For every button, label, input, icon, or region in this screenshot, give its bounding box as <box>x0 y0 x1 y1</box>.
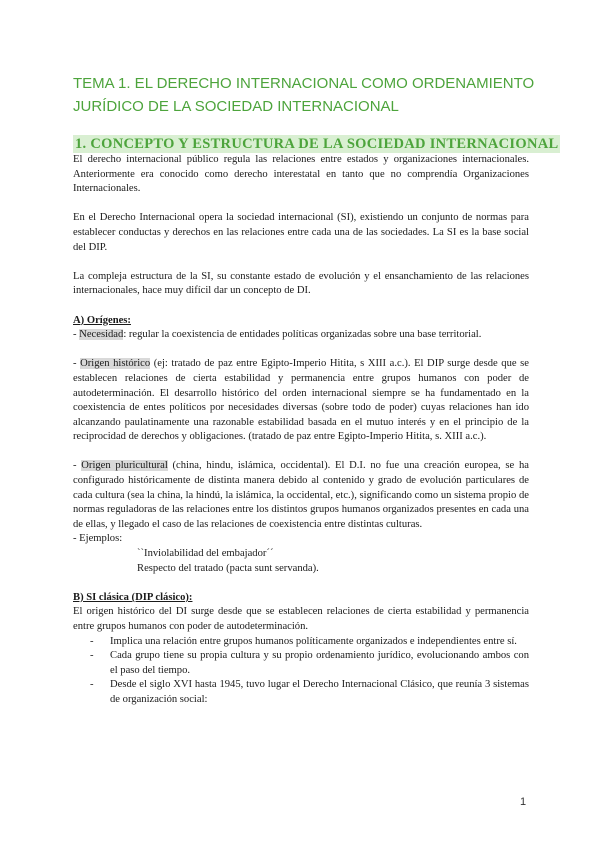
section-heading-1: 1. CONCEPTO Y ESTRUCTURA DE LA SOCIEDAD INTERNACIONAL <box>75 136 559 152</box>
list-item: - Desde el siglo XVI hasta 1945, tuvo lugar el Derecho Internacional Clásico, que reunía 3 sistemas de organización social: <box>73 678 529 707</box>
paragraph-definition: El derecho internacional público regula las relaciones entre estados y organizaciones internacionales. Anteriormente era conocido como derecho interestatal en tanto que no comprendía Organizaciones Internacionales. <box>73 154 529 195</box>
bullet-list <box>73 635 529 708</box>
ejemplo-item: Respecto del tratado (pacta sunt servanda). <box>137 562 319 574</box>
subheading-si-clasica: B) SI clásica (DIP clásico): <box>73 591 193 603</box>
ejemplo-item: ``Inviolabilidad del embajador´´ <box>137 548 274 560</box>
paragraph-si-clasica: El origen histórico del DI surge desde que se establecen relaciones de cierta estabilidad y permanencia entre grupos humanos con poder de autodeterminación. <box>73 606 529 632</box>
item-necesidad: - Necesidad: regular la coexistencia de entidades políticas organizadas sobre una base territorial. <box>73 329 482 341</box>
list-item: - Cada grupo tiene su propia cultura y su propio ordenamiento jurídico, evolucionando ambos con el paso del tiempo. <box>73 649 529 678</box>
item-origen-historico: - Origen histórico (ej: tratado de paz entre Egipto-Imperio Hitita, s XIII a.c.). El DIP surge desde que se establecen relaciones de cierta estabilidad y permanencia entre grupos humanos con poder de autodeterminación. El desarrollo histórico del orden internacional siempre se ha fundamentado en la coexistencia de entes políticos por necesidades diversas (sobre todo de poder) cuyas relaciones han ido alcanzando paulatinamente una razonable estabilidad basada en el mutuo interés y en el principio de la reciprocidad de derechos y obligaciones. (tratado de paz entre Egipto-Imperio Hitita, s. XIII a.c.). <box>73 358 529 443</box>
page-number: 1 <box>520 796 527 808</box>
ejemplos-label: - Ejemplos: <box>73 533 123 545</box>
document-title: TEMA 1. EL DERECHO INTERNACIONAL COMO ORDENAMIENTO JURÍDICO DE LA SOCIEDAD INTERNACIONAL <box>73 75 535 115</box>
item-origen-pluricultural: - Origen pluricultural (china, hindu, islámica, occidental). El D.I. no fue una creación europea, se ha configurado históricamente de distinta manera debido al contenido y grado de evolución particulares de cada cultura (sea la china, la hindú, la islámica, la occidental, etc.), significando como un sistema propio de normas reguladoras de las relaciones entre los distintos grupos humanos organizados presentes en cada una de ellas, y llegado el caso de las relaciones de coexistencia entre distintas culturas. <box>73 460 529 530</box>
label-origen-pluricultural: Origen pluricultural <box>81 460 168 472</box>
list-item: - Implica una relación entre grupos humanos políticamente organizados e independientes entre sí. <box>73 635 529 650</box>
subheading-origenes: A) Orígenes: <box>73 314 131 326</box>
label-origen-historico: Origen histórico <box>80 358 151 370</box>
document-body <box>73 153 529 708</box>
label-necesidad: Necesidad <box>79 329 124 341</box>
paragraph-estructura: La compleja estructura de la SI, su constante estado de evolución y el ensanchamiento de las relaciones internacionales, hace muy difícil dar un concepto de DI. <box>73 270 529 297</box>
paragraph-sociedad-internacional: En el Derecho Internacional opera la sociedad internacional (SI), existiendo un conjunto de normas para establecer conductas y derechos en las relaciones entre cada una de las sociedades. La SI es la base social del DIP. <box>73 212 529 253</box>
